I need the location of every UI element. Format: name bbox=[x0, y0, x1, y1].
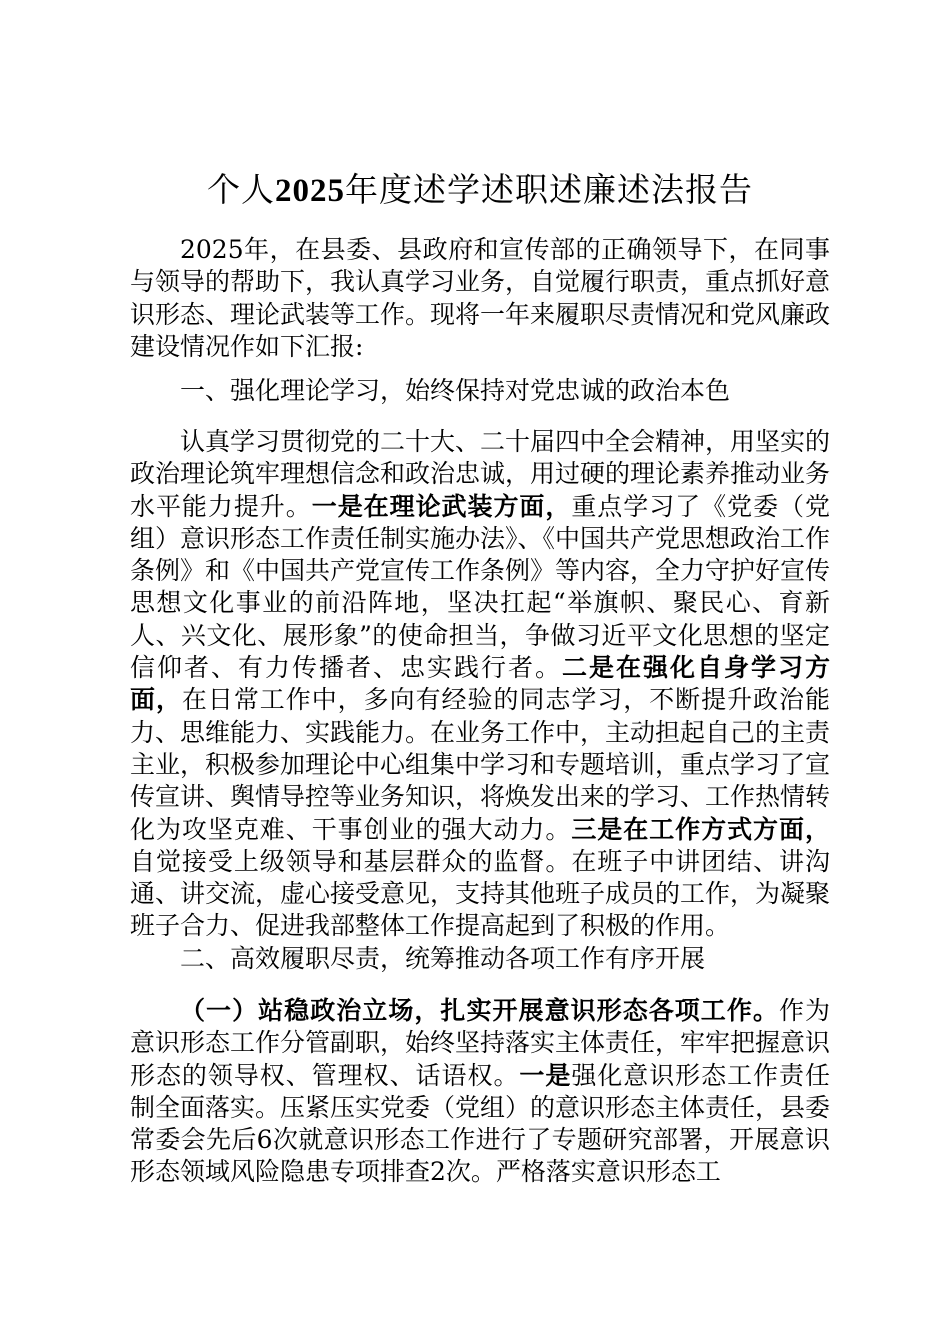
section-1-text-b: 重点学习了《党委（党组）意识形态工作责任制实施办法》、《中国共产党思想政治工作条例》和《中国共产党宣传工作条例》等内容，全力守护好宣传思想文化事业的前沿阵地，坚决扛起“举旗帜、聚民心、育新人、兴文化、展形象”的使命担当，争做习近平文化思想的坚定信仰者、有力传播者、忠实践行者。 bbox=[130, 491, 831, 683]
section-2-paragraph bbox=[130, 995, 830, 1189]
section-1-bold-1: 一是在理论武装方面， bbox=[311, 491, 572, 521]
section-2-bold-1: 一是 bbox=[519, 1060, 572, 1090]
section-2-text-a: 作为意识形态工作分管副职，始终坚持落实主体责任，牢牢把握意识形态的领导权、管理权、话语权。 bbox=[130, 996, 831, 1090]
section-1-text-d: 自觉接受上级领导和基层群众的监督。在班子中讲团结、讲沟通、讲交流，虚心接受意见，支持其他班子成员的工作，为凝聚班子合力、促进我部整体工作提高起到了积极的作用。 bbox=[130, 846, 831, 941]
title-suffix: 年度述学述职述廉述法报告 bbox=[345, 170, 753, 209]
intro-paragraph: 2025年，在县委、县政府和宣传部的正确领导下，在同事与领导的帮助下，我认真学习业务，自觉履行职责，重点抓好意识形态、理论武装等工作。现将一年来履职尽责情况和党风廉政建设情况作如下汇报: bbox=[130, 235, 831, 361]
section-1-text-a: 认真学习贯彻党的二十大、二十届四中全会精神，用坚实的政治理论筑牢理想信念和政治忠诚，用过硬的理论素养推动业务水平能力提升。 bbox=[130, 427, 831, 521]
section-2-text-b: 强化意识形态工作责任制全面落实。压紧压实党委（党组）的意识形态主体责任，县委常委会先后6次就意识形态工作进行了专题研究部署，开展意识形态领域风险隐患专项排查2次。严格落实意识形态工 bbox=[130, 1060, 831, 1187]
section-2-heading: 二、高效履职尽责，统筹推动各项工作有序开展 bbox=[180, 944, 706, 973]
title-year: 2025 bbox=[275, 173, 345, 209]
title-prefix: 个人 bbox=[207, 170, 275, 209]
section-1-bold-2: 二是在强化自身学习方面， bbox=[130, 653, 830, 715]
section-1-bold-3: 三是在工作方式方面， bbox=[571, 814, 830, 844]
document-title bbox=[130, 168, 830, 213]
section-1-paragraph bbox=[130, 426, 830, 943]
section-1-heading: 一、强化理论学习，始终保持对党忠诚的政治本色 bbox=[180, 376, 731, 405]
section-2-subheading: （一）站稳政治立场，扎实开展意识形态各项工作。 bbox=[180, 996, 779, 1025]
section-1-text-c: 在日常工作中，多向有经验的同志学习，不断提升政治能力、思维能力、实践能力。在业务工作中，主动担起自己的主责主业，积极参加理论中心组集中学习和专题培训，重点学习了宣传宣讲、舆情导控等业务知识，将焕发出来的学习、工作热情转化为攻坚克难、干事创业的强大动力。 bbox=[130, 685, 831, 844]
